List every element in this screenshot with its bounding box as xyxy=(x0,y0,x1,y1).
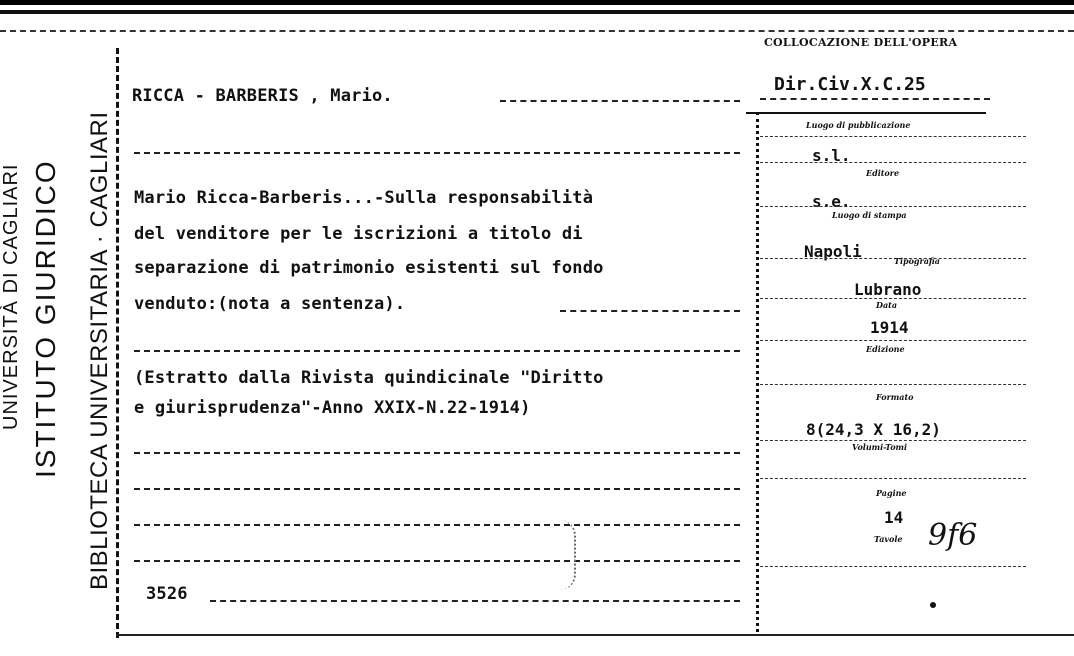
pages-label: Pagine xyxy=(876,488,907,498)
dot-mark xyxy=(930,602,936,608)
place-value: s.l. xyxy=(812,146,851,165)
volumes-rule xyxy=(760,478,1026,479)
shelfmark: Dir.Civ.X.C.25 xyxy=(774,74,926,95)
title-line-1: Mario Ricca-Barberis...-Sulla responsabilità xyxy=(134,188,594,208)
rule-2 xyxy=(134,350,740,352)
publisher-value-rule xyxy=(760,206,1026,207)
rule-6 xyxy=(134,560,740,562)
plates-rule xyxy=(760,566,1026,567)
author-heading: RICCA - BARBERIS , Mario. xyxy=(132,86,393,106)
pages-value: 14 xyxy=(884,508,904,527)
printer-value: Lubrano xyxy=(854,280,922,299)
title-line-2: del venditore per le iscrizioni a titolo di xyxy=(134,224,583,244)
left-margin-line xyxy=(116,48,119,638)
faded-bracket-mark xyxy=(560,520,576,590)
publisher-label: Editore xyxy=(866,168,900,178)
title-end-rule xyxy=(560,310,740,312)
print-place-label: Luogo di stampa xyxy=(832,210,907,220)
publisher-value: s.e. xyxy=(812,192,851,211)
handwritten-code: 9f6 xyxy=(928,518,978,553)
edition-label: Edizione xyxy=(866,344,905,354)
plates-label: Tavole xyxy=(874,534,903,544)
shelfmark-rule xyxy=(760,98,990,100)
right-panel-line xyxy=(756,112,759,632)
place-rule xyxy=(760,136,1026,137)
date-label: Data xyxy=(876,300,897,310)
place-value-rule xyxy=(760,162,1026,163)
format-rule xyxy=(760,440,1026,441)
printer-label: Tipografia xyxy=(894,256,940,266)
stamp-institute: ISTITUTO GIURIDICO xyxy=(30,159,61,478)
title-line-3: separazione di patrimonio esistenti sul fondo xyxy=(134,258,604,278)
note-line-1: (Estratto dalla Rivista quindicinale "Diritto xyxy=(134,368,604,388)
edition-rule xyxy=(760,384,1026,385)
top-right-edge xyxy=(0,0,1074,5)
rule-4 xyxy=(134,488,740,490)
title-line-4: venduto:(nota a sentenza). xyxy=(134,294,406,314)
collocation-header: COLLOCAZIONE DELL'OPERA xyxy=(764,36,958,49)
top-border-dash xyxy=(0,30,1074,32)
place-label: Luogo di pubblicazione xyxy=(806,120,911,130)
rule-1 xyxy=(134,152,740,154)
format-value: 8(24,3 X 16,2) xyxy=(806,420,941,439)
stamp-university: UNIVERSITÀ DI CAGLIARI xyxy=(0,163,22,430)
stamp-library: BIBLIOTECA UNIVERSITARIA · CAGLIARI xyxy=(86,111,113,590)
number-rule xyxy=(210,600,740,602)
rule-3 xyxy=(134,452,740,454)
author-rule xyxy=(500,100,740,102)
print-place-value: Napoli xyxy=(804,242,862,261)
date-value: 1914 xyxy=(870,318,909,337)
rule-5 xyxy=(134,524,740,526)
note-line-2: e giurisprudenza"-Anno XXIX-N.22-1914) xyxy=(134,398,531,418)
right-panel-top-rule xyxy=(746,112,986,114)
volumes-label: Volumi-Tomi xyxy=(852,442,908,452)
print-place-rule xyxy=(760,258,1026,259)
date-rule xyxy=(760,340,1026,341)
top-border-line xyxy=(0,10,1074,14)
bottom-rule xyxy=(116,634,1074,636)
format-label: Formato xyxy=(876,392,914,402)
inventory-number: 3526 xyxy=(146,584,188,604)
printer-rule xyxy=(760,298,1026,299)
